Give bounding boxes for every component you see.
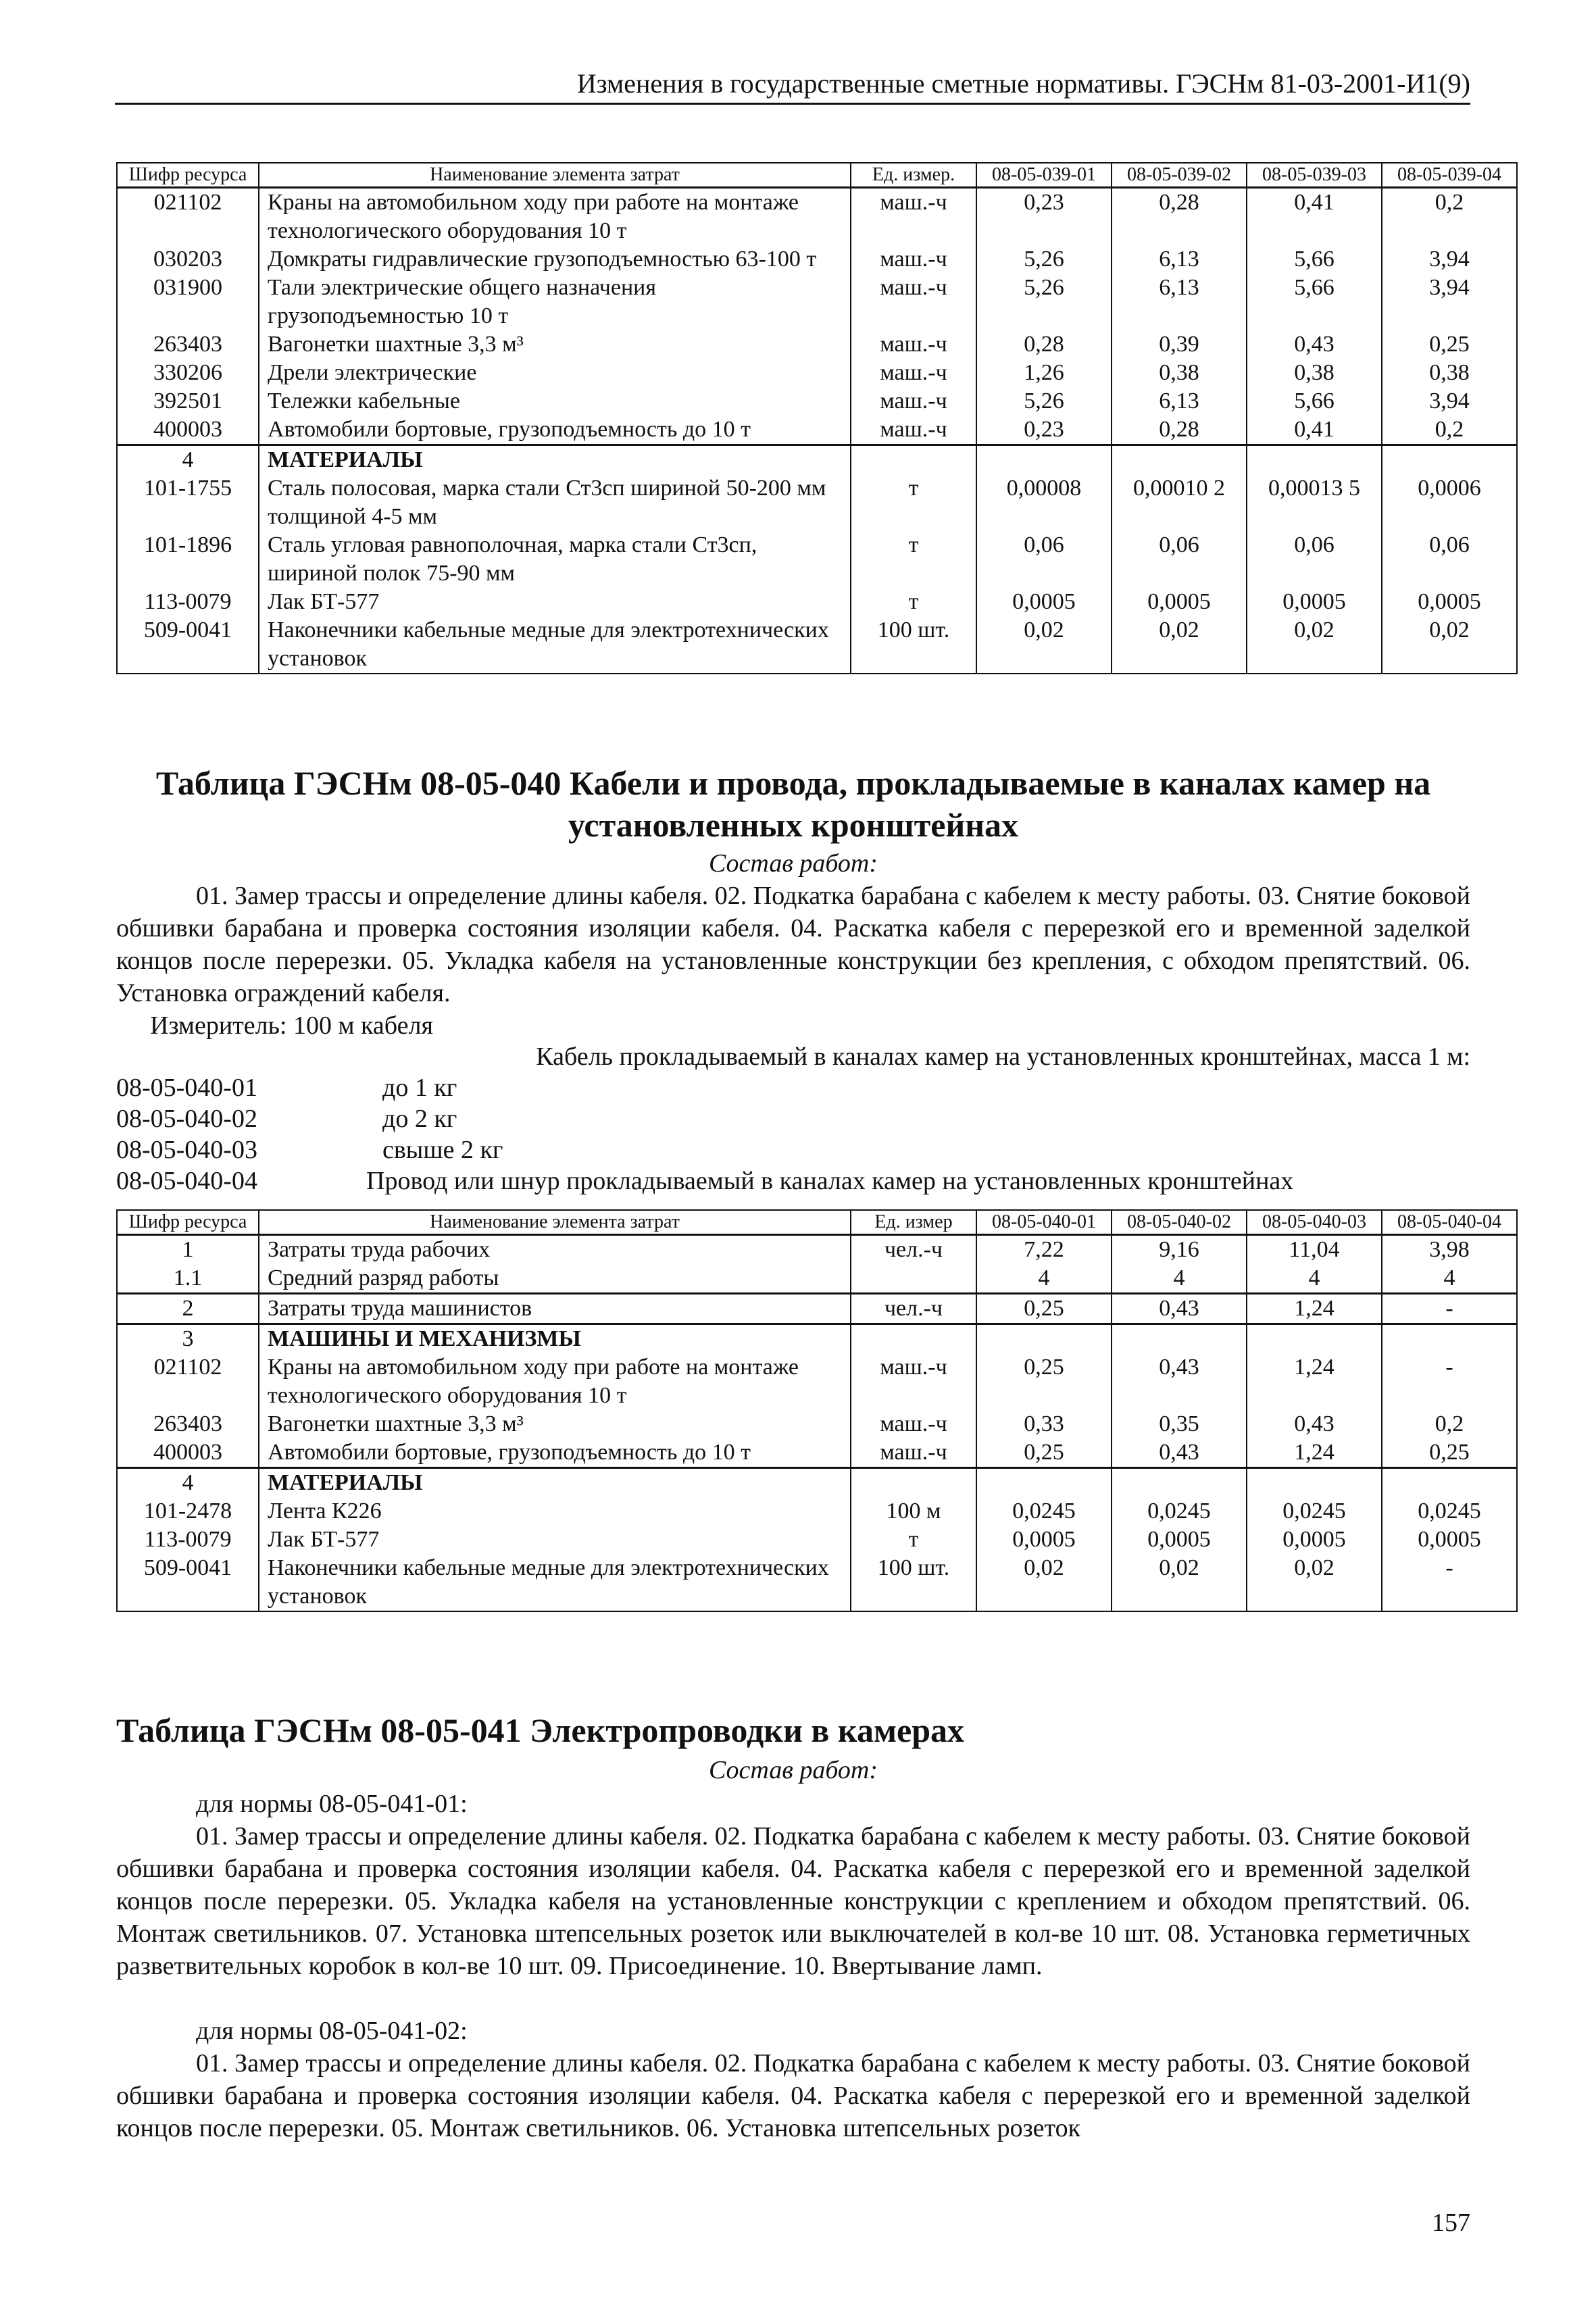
running-header: Изменения в государственные сметные нормативы. ГЭСНм 81-03-2001-И1(9) (576, 68, 1470, 99)
cell-name: Автомобили бортовые, грузоподъемность до 10 т (259, 416, 851, 445)
cell-norm-3: 0,0005 (1247, 588, 1382, 616)
cell-code: 400003 (117, 1438, 259, 1468)
cell-unit: т (851, 1526, 976, 1554)
header-norm-2: 08-05-039-02 (1112, 163, 1247, 188)
cell-unit: маш.-ч (851, 1410, 976, 1438)
cell-norm-4: 0,0005 (1382, 1526, 1517, 1554)
cell-code: 031900 (117, 274, 259, 330)
cell-code: 263403 (117, 330, 259, 359)
cell-norm-3: 0,00013 5 (1247, 474, 1382, 531)
cell-unit: чел.-ч (851, 1235, 976, 1265)
header-norm-4: 08-05-039-04 (1382, 163, 1517, 188)
cell-norm-2: 9,16 (1112, 1235, 1247, 1265)
norm-subtitle: Кабель прокладываемый в каналах камер на установленных кронштейнах, масса 1 м: (536, 1042, 1470, 1071)
header-unit: Ед. измер. (851, 163, 976, 188)
cell-norm-2: 0,02 (1112, 616, 1247, 674)
cell-name: Наконечники кабельные медные для электротехнических установок (259, 616, 851, 674)
cell-norm-2: 6,13 (1112, 245, 1247, 274)
cell-norm-4: 4 (1382, 1264, 1517, 1294)
norm-description: до 1 кг (382, 1074, 457, 1102)
cell-unit: т (851, 588, 976, 616)
cell-norm-1: 0,00008 (976, 474, 1112, 531)
cell-norm-4: 3,94 (1382, 245, 1517, 274)
cell-name: Дрели электрические (259, 359, 851, 387)
header-unit: Ед. измер (851, 1210, 976, 1235)
cell-norm-1: 0,25 (976, 1353, 1112, 1410)
meter-text: Измеритель: 100 м кабеля (150, 1011, 433, 1040)
cell-name: Лак БТ-577 (259, 588, 851, 616)
cell-norm-1 (976, 1324, 1112, 1354)
cell-code: 030203 (117, 245, 259, 274)
table-row (117, 1324, 1517, 1354)
table-row (117, 387, 1517, 416)
header-norm-1: 08-05-039-01 (976, 163, 1112, 188)
cell-norm-4: - (1382, 1554, 1517, 1611)
cell-norm-3: 5,66 (1247, 274, 1382, 330)
cell-code: 101-2478 (117, 1497, 259, 1526)
cell-norm-4: 3,94 (1382, 274, 1517, 330)
cell-name: Домкраты гидравлические грузоподъемностью 63-100 т (259, 245, 851, 274)
cell-norm-2: 0,0005 (1112, 588, 1247, 616)
cell-norm-1: 0,0245 (976, 1497, 1112, 1526)
cell-norm-3: 5,66 (1247, 387, 1382, 416)
cell-code: 392501 (117, 387, 259, 416)
cell-name: МАТЕРИАЛЫ (259, 445, 851, 475)
cell-norm-2: 0,06 (1112, 531, 1247, 588)
cell-norm-1: 0,33 (976, 1410, 1112, 1438)
cell-name: Краны на автомобильном ходу при работе на монтаже технологического оборудования 10 т (259, 1353, 851, 1410)
cell-norm-1: 0,06 (976, 531, 1112, 588)
cell-code: 3 (117, 1324, 259, 1354)
cell-norm-2: 0,28 (1112, 416, 1247, 445)
cell-norm-1: 4 (976, 1264, 1112, 1294)
cell-unit (851, 445, 976, 475)
cell-code: 400003 (117, 416, 259, 445)
for-norm-2: для нормы 08-05-041-02: (196, 2017, 468, 2045)
cell-norm-3 (1247, 1324, 1382, 1354)
cell-unit: маш.-ч (851, 274, 976, 330)
cell-norm-3 (1247, 445, 1382, 475)
cell-name: Сталь полосовая, марка стали Ст3сп шириной 50-200 мм толщиной 4-5 мм (259, 474, 851, 531)
cell-unit: 100 шт. (851, 616, 976, 674)
page-number: 157 (1432, 2209, 1470, 2237)
table-row (117, 445, 1517, 475)
cell-unit: маш.-ч (851, 1438, 976, 1468)
cell-norm-1: 7,22 (976, 1235, 1112, 1265)
cell-name: Автомобили бортовые, грузоподъемность до 10 т (259, 1438, 851, 1468)
composition-label-041: Состав работ: (708, 1756, 878, 1784)
table-row (117, 1235, 1517, 1265)
table-row (117, 474, 1517, 531)
table-row (117, 188, 1517, 246)
cell-norm-4: 0,06 (1382, 531, 1517, 588)
cell-norm-1: 0,0005 (976, 588, 1112, 616)
cell-norm-4: 0,0006 (1382, 474, 1517, 531)
resource-table-039 (116, 162, 1518, 674)
cell-norm-1: 0,02 (976, 616, 1112, 674)
cell-code: 1.1 (117, 1264, 259, 1294)
cell-name: Краны на автомобильном ходу при работе на монтаже технологического оборудования 10 т (259, 188, 851, 246)
header-norm-1: 08-05-040-01 (976, 1210, 1112, 1235)
cell-unit (851, 1324, 976, 1354)
cell-name: Вагонетки шахтные 3,3 м³ (259, 1410, 851, 1438)
cell-code: 330206 (117, 359, 259, 387)
header-norm-3: 08-05-039-03 (1247, 163, 1382, 188)
table-041-title: Таблица ГЭСНм 08-05-041 Электропроводки в камерах (116, 1711, 965, 1749)
cell-unit: маш.-ч (851, 416, 976, 445)
cell-norm-4: - (1382, 1294, 1517, 1324)
norm-description: до 2 кг (382, 1105, 457, 1133)
cell-norm-1: 0,02 (976, 1554, 1112, 1611)
cell-name: Затраты труда рабочих (259, 1235, 851, 1265)
table-040-title (116, 762, 1470, 846)
composition-label: Состав работ: (708, 849, 878, 878)
cell-unit: маш.-ч (851, 387, 976, 416)
cell-norm-4: 0,2 (1382, 1410, 1517, 1438)
cell-norm-2 (1112, 445, 1247, 475)
title-line-2: установленных кронштейнах (568, 806, 1019, 844)
cell-unit: т (851, 531, 976, 588)
header-norm-2: 08-05-040-02 (1112, 1210, 1247, 1235)
cell-norm-2: 0,43 (1112, 1353, 1247, 1410)
cell-norm-1: 0,23 (976, 188, 1112, 246)
cell-norm-4: 3,98 (1382, 1235, 1517, 1265)
cell-norm-2: 0,39 (1112, 330, 1247, 359)
cell-norm-4: - (1382, 1353, 1517, 1410)
cell-name: Тали электрические общего назначения грузоподъемностью 10 т (259, 274, 851, 330)
cell-unit: т (851, 474, 976, 531)
cell-norm-4: 0,25 (1382, 1438, 1517, 1468)
cell-norm-4 (1382, 445, 1517, 475)
cell-norm-1: 0,25 (976, 1438, 1112, 1468)
cell-norm-2: 0,0245 (1112, 1497, 1247, 1526)
table-row (117, 245, 1517, 274)
cell-norm-2 (1112, 1468, 1247, 1498)
cell-norm-3: 0,43 (1247, 330, 1382, 359)
cell-norm-4: 0,0005 (1382, 588, 1517, 616)
cell-code: 263403 (117, 1410, 259, 1438)
norm-code: 08-05-040-02 (116, 1105, 257, 1133)
cell-unit: 100 м (851, 1497, 976, 1526)
cell-norm-4: 0,2 (1382, 188, 1517, 246)
cell-norm-4 (1382, 1468, 1517, 1498)
cell-norm-4: 0,38 (1382, 359, 1517, 387)
cell-norm-1: 0,23 (976, 416, 1112, 445)
cell-code: 113-0079 (117, 1526, 259, 1554)
cell-norm-4 (1382, 1324, 1517, 1354)
header-code: Шифр ресурса (117, 1210, 259, 1235)
cell-norm-1: 0,28 (976, 330, 1112, 359)
cell-norm-3: 0,43 (1247, 1410, 1382, 1438)
cell-norm-3: 1,24 (1247, 1294, 1382, 1324)
cell-norm-4: 0,2 (1382, 416, 1517, 445)
table-row (117, 330, 1517, 359)
table-header-row (117, 163, 1517, 188)
cell-norm-3: 1,24 (1247, 1438, 1382, 1468)
cell-norm-2: 0,43 (1112, 1438, 1247, 1468)
cell-name: Лента К226 (259, 1497, 851, 1526)
cell-code: 2 (117, 1294, 259, 1324)
table-row (117, 1468, 1517, 1498)
table-row (117, 1497, 1517, 1526)
table-row (117, 1410, 1517, 1438)
cell-norm-1: 5,26 (976, 387, 1112, 416)
header-rule (115, 103, 1470, 105)
cell-code: 1 (117, 1235, 259, 1265)
table-header-row (117, 1210, 1517, 1235)
table-row (117, 1554, 1517, 1611)
cell-norm-2: 6,13 (1112, 274, 1247, 330)
cell-name: Затраты труда машинистов (259, 1294, 851, 1324)
cell-norm-2: 0,43 (1112, 1294, 1247, 1324)
cell-name: Вагонетки шахтные 3,3 м³ (259, 330, 851, 359)
composition-text-041-02: 01. Замер трассы и определение длины кабеля. 02. Подкатка барабана с кабелем к месту работы. 03. Снятие боковой обшивки барабана и проверка состояния изоляции кабеля. 04. Раскатка кабеля с перерезкой его и временной заделкой концов после перерезки. 05. Монтаж светильников. 06. Установка штепсельных розеток (116, 2049, 1470, 2142)
resource-table-040 (116, 1209, 1518, 1612)
cell-name: Наконечники кабельные медные для электротехнических установок (259, 1554, 851, 1611)
cell-norm-4: 0,25 (1382, 330, 1517, 359)
cell-code: 101-1896 (117, 531, 259, 588)
cell-norm-1 (976, 1468, 1112, 1498)
cell-norm-3: 0,38 (1247, 359, 1382, 387)
cell-unit: чел.-ч (851, 1294, 976, 1324)
cell-norm-3: 5,66 (1247, 245, 1382, 274)
table-row (117, 416, 1517, 445)
cell-norm-1: 5,26 (976, 274, 1112, 330)
cell-norm-3: 4 (1247, 1264, 1382, 1294)
header-name: Наименование элемента затрат (259, 1210, 851, 1235)
table-row (117, 274, 1517, 330)
cell-code: 4 (117, 1468, 259, 1498)
cell-code: 509-0041 (117, 616, 259, 674)
cell-norm-1: 5,26 (976, 245, 1112, 274)
cell-norm-3: 0,02 (1247, 1554, 1382, 1611)
cell-norm-1: 1,26 (976, 359, 1112, 387)
for-norm-1: для нормы 08-05-041-01: (196, 1790, 468, 1818)
cell-norm-3: 1,24 (1247, 1353, 1382, 1410)
cell-code: 101-1755 (117, 474, 259, 531)
header-code: Шифр ресурса (117, 163, 259, 188)
cell-norm-3: 0,06 (1247, 531, 1382, 588)
cell-unit: маш.-ч (851, 330, 976, 359)
table-row (117, 1264, 1517, 1294)
cell-name: Сталь угловая равнополочная, марка стали Ст3сп, шириной полок 75-90 мм (259, 531, 851, 588)
cell-code: 021102 (117, 1353, 259, 1410)
cell-norm-4: 3,94 (1382, 387, 1517, 416)
norm-description: Провод или шнур прокладываемый в каналах камер на установленных кронштейнах (366, 1167, 1294, 1195)
cell-norm-3: 11,04 (1247, 1235, 1382, 1265)
cell-norm-2: 0,35 (1112, 1410, 1247, 1438)
cell-norm-2: 0,0005 (1112, 1526, 1247, 1554)
cell-norm-4: 0,0245 (1382, 1497, 1517, 1526)
cell-code: 113-0079 (117, 588, 259, 616)
header-name: Наименование элемента затрат (259, 163, 851, 188)
title-line-1: Таблица ГЭСНм 08-05-040 Кабели и провода, прокладываемые в каналах камер на (155, 764, 1431, 802)
cell-norm-4: 0,02 (1382, 616, 1517, 674)
composition-text: 01. Замер трассы и определение длины кабеля. 02. Подкатка барабана с кабелем к месту работы. 03. Снятие боковой обшивки барабана и проверка состояния изоляции кабеля. 04. Раскатка кабеля с перерезкой его и временной заделкой концов после перерезки. 05. Укладка кабеля на установленные конструкции без крепления, с обходом препятствий. 06. Установка ограждений кабеля. (116, 882, 1470, 1007)
cell-code: 021102 (117, 188, 259, 246)
cell-norm-1: 0,25 (976, 1294, 1112, 1324)
cell-norm-2: 0,38 (1112, 359, 1247, 387)
cell-norm-2: 0,02 (1112, 1554, 1247, 1611)
cell-norm-3 (1247, 1468, 1382, 1498)
cell-norm-3: 0,41 (1247, 416, 1382, 445)
cell-name: Тележки кабельные (259, 387, 851, 416)
header-norm-4: 08-05-040-04 (1382, 1210, 1517, 1235)
cell-unit (851, 1264, 976, 1294)
cell-norm-2: 0,00010 2 (1112, 474, 1247, 531)
table-body (117, 1235, 1517, 1612)
header-norm-3: 08-05-040-03 (1247, 1210, 1382, 1235)
norm-code: 08-05-040-04 (116, 1167, 257, 1195)
cell-norm-3: 0,0005 (1247, 1526, 1382, 1554)
cell-norm-2: 0,28 (1112, 188, 1247, 246)
cell-unit: маш.-ч (851, 188, 976, 246)
composition-text-041-01: 01. Замер трассы и определение длины кабеля. 02. Подкатка барабана с кабелем к месту работы. 03. Снятие боковой обшивки барабана и проверка состояния изоляции кабеля. 04. Раскатка кабеля с перерезкой его и временной заделкой концов после перерезки. 05. Укладка кабеля на установленные конструкции с креплением и обходом препятствий. 06. Монтаж светильников. 07. Установка штепсельных розеток или выключателей в кол-ве 10 шт. 08. Установка герметичных разветвительных коробок в кол-ве 10 шт. 09. Присоединение. 10. Ввертывание ламп. (116, 1822, 1470, 1980)
cell-name: Лак БТ-577 (259, 1526, 851, 1554)
cell-unit: маш.-ч (851, 245, 976, 274)
cell-unit: маш.-ч (851, 359, 976, 387)
norm-code: 08-05-040-03 (116, 1136, 257, 1164)
table-row (117, 1294, 1517, 1324)
table-body (117, 188, 1517, 674)
table-row (117, 1353, 1517, 1410)
cell-unit: маш.-ч (851, 1353, 976, 1410)
cell-unit (851, 1468, 976, 1498)
table-row (117, 616, 1517, 674)
table-row (117, 359, 1517, 387)
table-row (117, 588, 1517, 616)
cell-unit: 100 шт. (851, 1554, 976, 1611)
cell-name: МАШИНЫ И МЕХАНИЗМЫ (259, 1324, 851, 1354)
cell-code: 4 (117, 445, 259, 475)
cell-norm-2: 4 (1112, 1264, 1247, 1294)
cell-name: Средний разряд работы (259, 1264, 851, 1294)
table-row (117, 1438, 1517, 1468)
cell-norm-3: 0,02 (1247, 616, 1382, 674)
norm-description: свыше 2 кг (382, 1136, 503, 1164)
cell-norm-3: 0,0245 (1247, 1497, 1382, 1526)
cell-norm-2: 6,13 (1112, 387, 1247, 416)
cell-norm-2 (1112, 1324, 1247, 1354)
norm-code: 08-05-040-01 (116, 1074, 257, 1102)
cell-norm-3: 0,41 (1247, 188, 1382, 246)
cell-name: МАТЕРИАЛЫ (259, 1468, 851, 1498)
table-row (117, 531, 1517, 588)
cell-norm-1: 0,0005 (976, 1526, 1112, 1554)
cell-norm-1 (976, 445, 1112, 475)
table-row (117, 1526, 1517, 1554)
cell-code: 509-0041 (117, 1554, 259, 1611)
